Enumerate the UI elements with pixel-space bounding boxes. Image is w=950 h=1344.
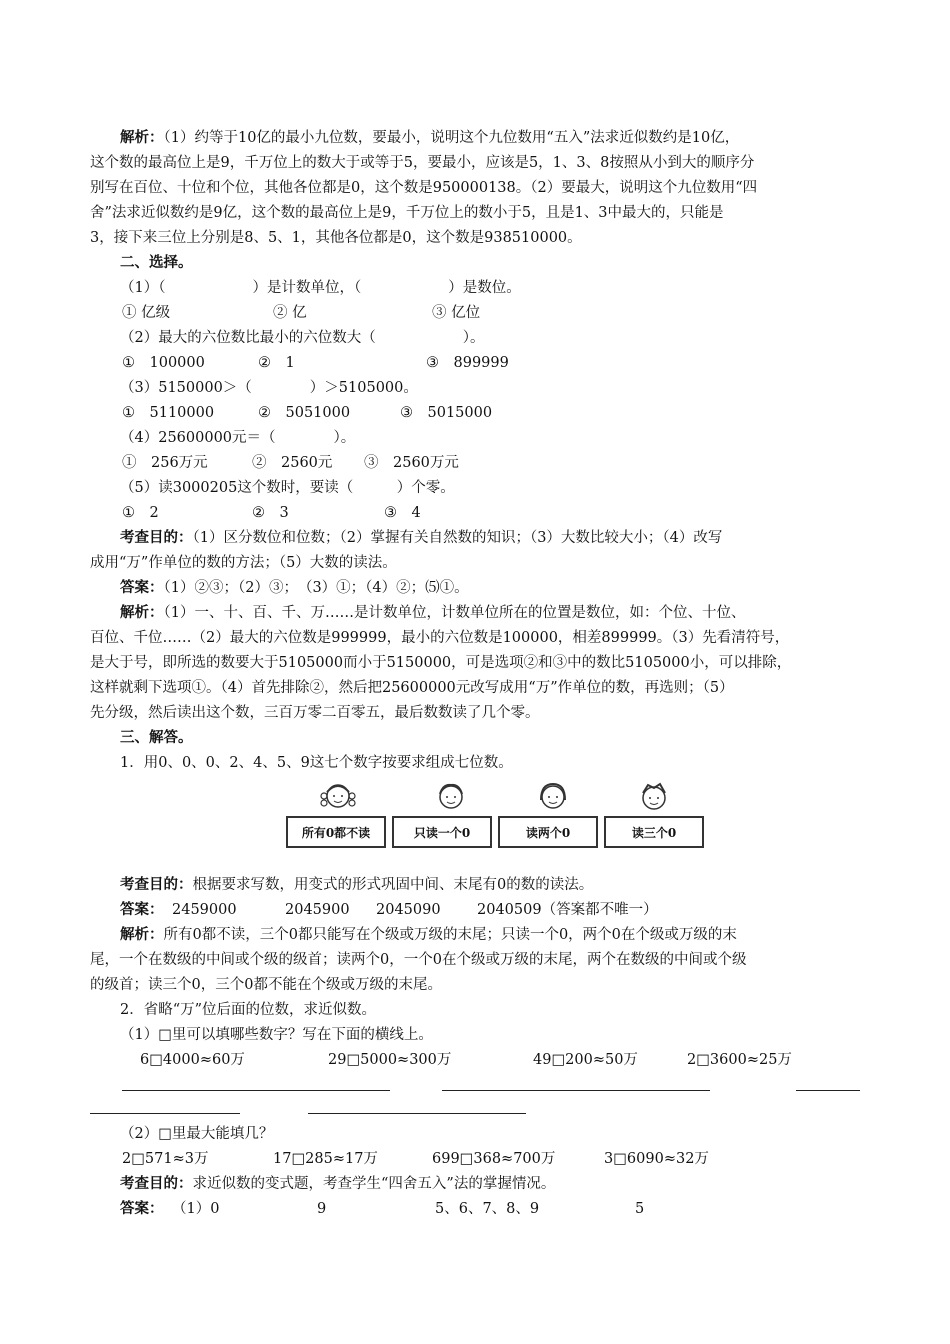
analysis-text: （1）约等于10亿的最小九位数，要最小，说明这个九位数用“五入”法求近似数约是10亿， — [163, 130, 740, 146]
s3-question-2-1: （1）□里可以填哪些数字？写在下面的横线上。 — [120, 1027, 433, 1043]
purpose-label: 考查目的： — [120, 876, 193, 893]
analysis-label: 解析： — [120, 926, 164, 943]
s2-analysis-line-3: 是大于号，即所选的数要大于5105000而小于5150000，可是选项②和③中的数比5105000小，可以排除， — [90, 655, 792, 671]
analysis1-line-3: 别写在百位、十位和个位，其他各位都是0，这个数是950000138。（2）要最大，说明这个九位数用“四 — [90, 180, 758, 196]
answer-value: 2040509（答案都不唯一） — [477, 902, 658, 918]
answer-text: （1）②③；（2）③； （3）①；（4）②；⑸①。 — [163, 580, 469, 596]
s2-question-1: （1）（ ）是计数单位，（ ）是数位。 — [120, 280, 521, 296]
answer-value: 5 — [635, 1201, 645, 1217]
girl-face-icon — [533, 776, 573, 816]
estimate-item: 17□285≈17万 — [273, 1151, 378, 1167]
girl-pigtails-icon — [318, 776, 358, 816]
option: ① 2 — [122, 505, 159, 521]
s3-answers — [120, 900, 890, 920]
section2-title: 二、选择。 — [120, 254, 193, 271]
card-three-zeros-read: 读三个0 — [604, 816, 704, 848]
s3-q2-2-items — [90, 1149, 860, 1169]
answer-blank-line[interactable] — [122, 1090, 390, 1091]
s3-question-2-2: （2）□里最大能填几？ — [120, 1126, 274, 1142]
s3-purpose — [120, 875, 890, 895]
s2-analysis-line-4: 这样就剩下选项①。（4）首先排除②，然后把25600000元改写成用“万”作单位的数，再选则；（5） — [90, 680, 734, 696]
s2-q4-options — [90, 453, 860, 473]
answer-label: 答案： — [120, 901, 164, 918]
answer-label: 答案： — [120, 1200, 164, 1217]
option: ① 256万元 — [122, 455, 208, 471]
estimate-item: 2□571≈3万 — [122, 1151, 209, 1167]
s2-question-3: （3）5150000＞（ ）＞5105000。 — [120, 380, 418, 396]
purpose-text: 根据要求写数，用变式的形式巩固中间、末尾有0的数的读法。 — [192, 877, 594, 893]
purpose-text: 求近似数的变式题，考查学生“四舍五入”法的掌握情况。 — [192, 1176, 556, 1192]
purpose-text: （1）区分数位和位数；（2）掌握有关自然数的知识；（3）大数比较大小；（4）改写 — [192, 530, 723, 546]
s2-question-5: （5）读3000205这个数时，要读（ ）个零。 — [120, 480, 455, 496]
estimate-item: 2□3600≈25万 — [687, 1052, 792, 1068]
option: ① 亿级 — [122, 305, 171, 321]
option: ① 5110000 — [122, 405, 215, 421]
option: ③ 5015000 — [400, 405, 493, 421]
s2-purpose-line-1 — [120, 528, 890, 548]
s2-question-2: （2）最大的六位数比最小的六位数大（ ）。 — [120, 330, 485, 346]
s2-q3-options — [90, 403, 860, 423]
s3-analysis-line-3: 的级首；读三个0，三个0都不能在个级或万级的末尾。 — [90, 977, 442, 993]
analysis1-line-2: 这个数的最高位上是9，千万位上的数大于或等于5，要最小，应该是5，1、3、8按照从小到大的顺序分 — [90, 155, 755, 171]
s2-q1-options — [90, 303, 860, 323]
reading-cards-figure — [286, 776, 706, 856]
option: ③ 2560万元 — [364, 455, 459, 471]
s2-answer — [120, 578, 890, 598]
answer-value: 2045090 — [376, 902, 441, 918]
s2-q2-options — [90, 353, 860, 373]
estimate-item: 699□368≈700万 — [432, 1151, 556, 1167]
analysis-label: 解析： — [120, 129, 164, 146]
s2-question-4: （4）25600000元＝（ ）。 — [120, 430, 356, 446]
child-face-icon — [431, 776, 471, 816]
estimate-item: 49□200≈50万 — [533, 1052, 638, 1068]
option: ② 1 — [258, 355, 295, 371]
analysis-label: 解析： — [120, 604, 164, 621]
card-two-zeros-read: 读两个0 — [498, 816, 598, 848]
s2-purpose-line-2: 成用“万”作单位的数的方法；（5）大数的读法。 — [90, 555, 397, 571]
card-one-zero-read: 只读一个0 — [392, 816, 492, 848]
s2-analysis-line-1 — [120, 603, 890, 623]
estimate-item: 6□4000≈60万 — [140, 1052, 245, 1068]
s3-analysis-line-2: 尾，一个在数级的中间或个级的级首；读两个0，一个0在个级或万级的末尾，两个在数级的中间或个级 — [90, 952, 747, 968]
purpose-label: 考查目的： — [120, 529, 193, 546]
s3-q2-1-items — [90, 1050, 860, 1070]
purpose-label: 考查目的： — [120, 1175, 193, 1192]
answer-value: 5、6、7、8、9 — [435, 1201, 540, 1217]
s3-analysis-line-1 — [120, 925, 890, 945]
option: ① 100000 — [122, 355, 205, 371]
s3-purpose-2 — [120, 1174, 890, 1194]
answer-value: 2045900 — [285, 902, 350, 918]
section3-title: 三、解答。 — [120, 729, 193, 746]
option: ② 5051000 — [258, 405, 351, 421]
answer-value: （1）0 — [172, 1201, 220, 1217]
analysis1-line-5: 3，接下来三位上分别是8、5、1，其他各位都是0，这个数是938510000。 — [90, 230, 582, 246]
s2-analysis-line-5: 先分级，然后读出这个数，三百万零二百零五，最后数数读了几个零。 — [90, 705, 540, 721]
s2-analysis-line-2: 百位、千位……（2）最大的六位数是999999，最小的六位数是100000，相差899999。（3）先看清符号， — [90, 630, 790, 646]
option: ③ 4 — [384, 505, 421, 521]
answer-blank-line[interactable] — [308, 1113, 526, 1114]
option: ③ 亿位 — [432, 305, 481, 321]
answer-blank-line[interactable] — [90, 1113, 240, 1114]
analysis-text: （1）一、十、百、千、万……是计数单位，计数单位所在的位置是数位，如：个位、十位、 — [163, 605, 746, 621]
card-no-zero-read: 所有0都不读 — [286, 816, 386, 848]
answer-value: 9 — [317, 1201, 327, 1217]
option: ② 亿 — [273, 305, 307, 321]
answer-label: 答案： — [120, 579, 164, 596]
estimate-item: 3□6090≈32万 — [604, 1151, 709, 1167]
answer-blank-line[interactable] — [442, 1090, 710, 1091]
estimate-item: 29□5000≈300万 — [328, 1052, 452, 1068]
s3-question-1: 1．用0、0、0、2、4、5、9这七个数字按要求组成七位数。 — [120, 755, 513, 771]
analysis-text: 所有0都不读，三个0都只能写在个级或万级的末尾；只读一个0，两个0在个级或万级的末 — [163, 927, 737, 943]
boy-face-icon — [634, 776, 674, 816]
option: ③ 899999 — [426, 355, 509, 371]
option: ② 2560元 — [252, 455, 333, 471]
option: ② 3 — [252, 505, 289, 521]
answer-value: 2459000 — [172, 902, 237, 918]
analysis1-line-1 — [120, 128, 890, 148]
s2-q5-options — [90, 503, 860, 523]
answer-blank-line[interactable] — [796, 1090, 860, 1091]
s3-question-2: 2．省略“万”位后面的位数，求近似数。 — [120, 1002, 377, 1018]
analysis1-line-4: 舍”法求近似数约是9亿，这个数的最高位上是9，千万位上的数小于5，且是1、3中最大的，只能是 — [90, 205, 724, 221]
s3-answers-2 — [120, 1199, 890, 1219]
